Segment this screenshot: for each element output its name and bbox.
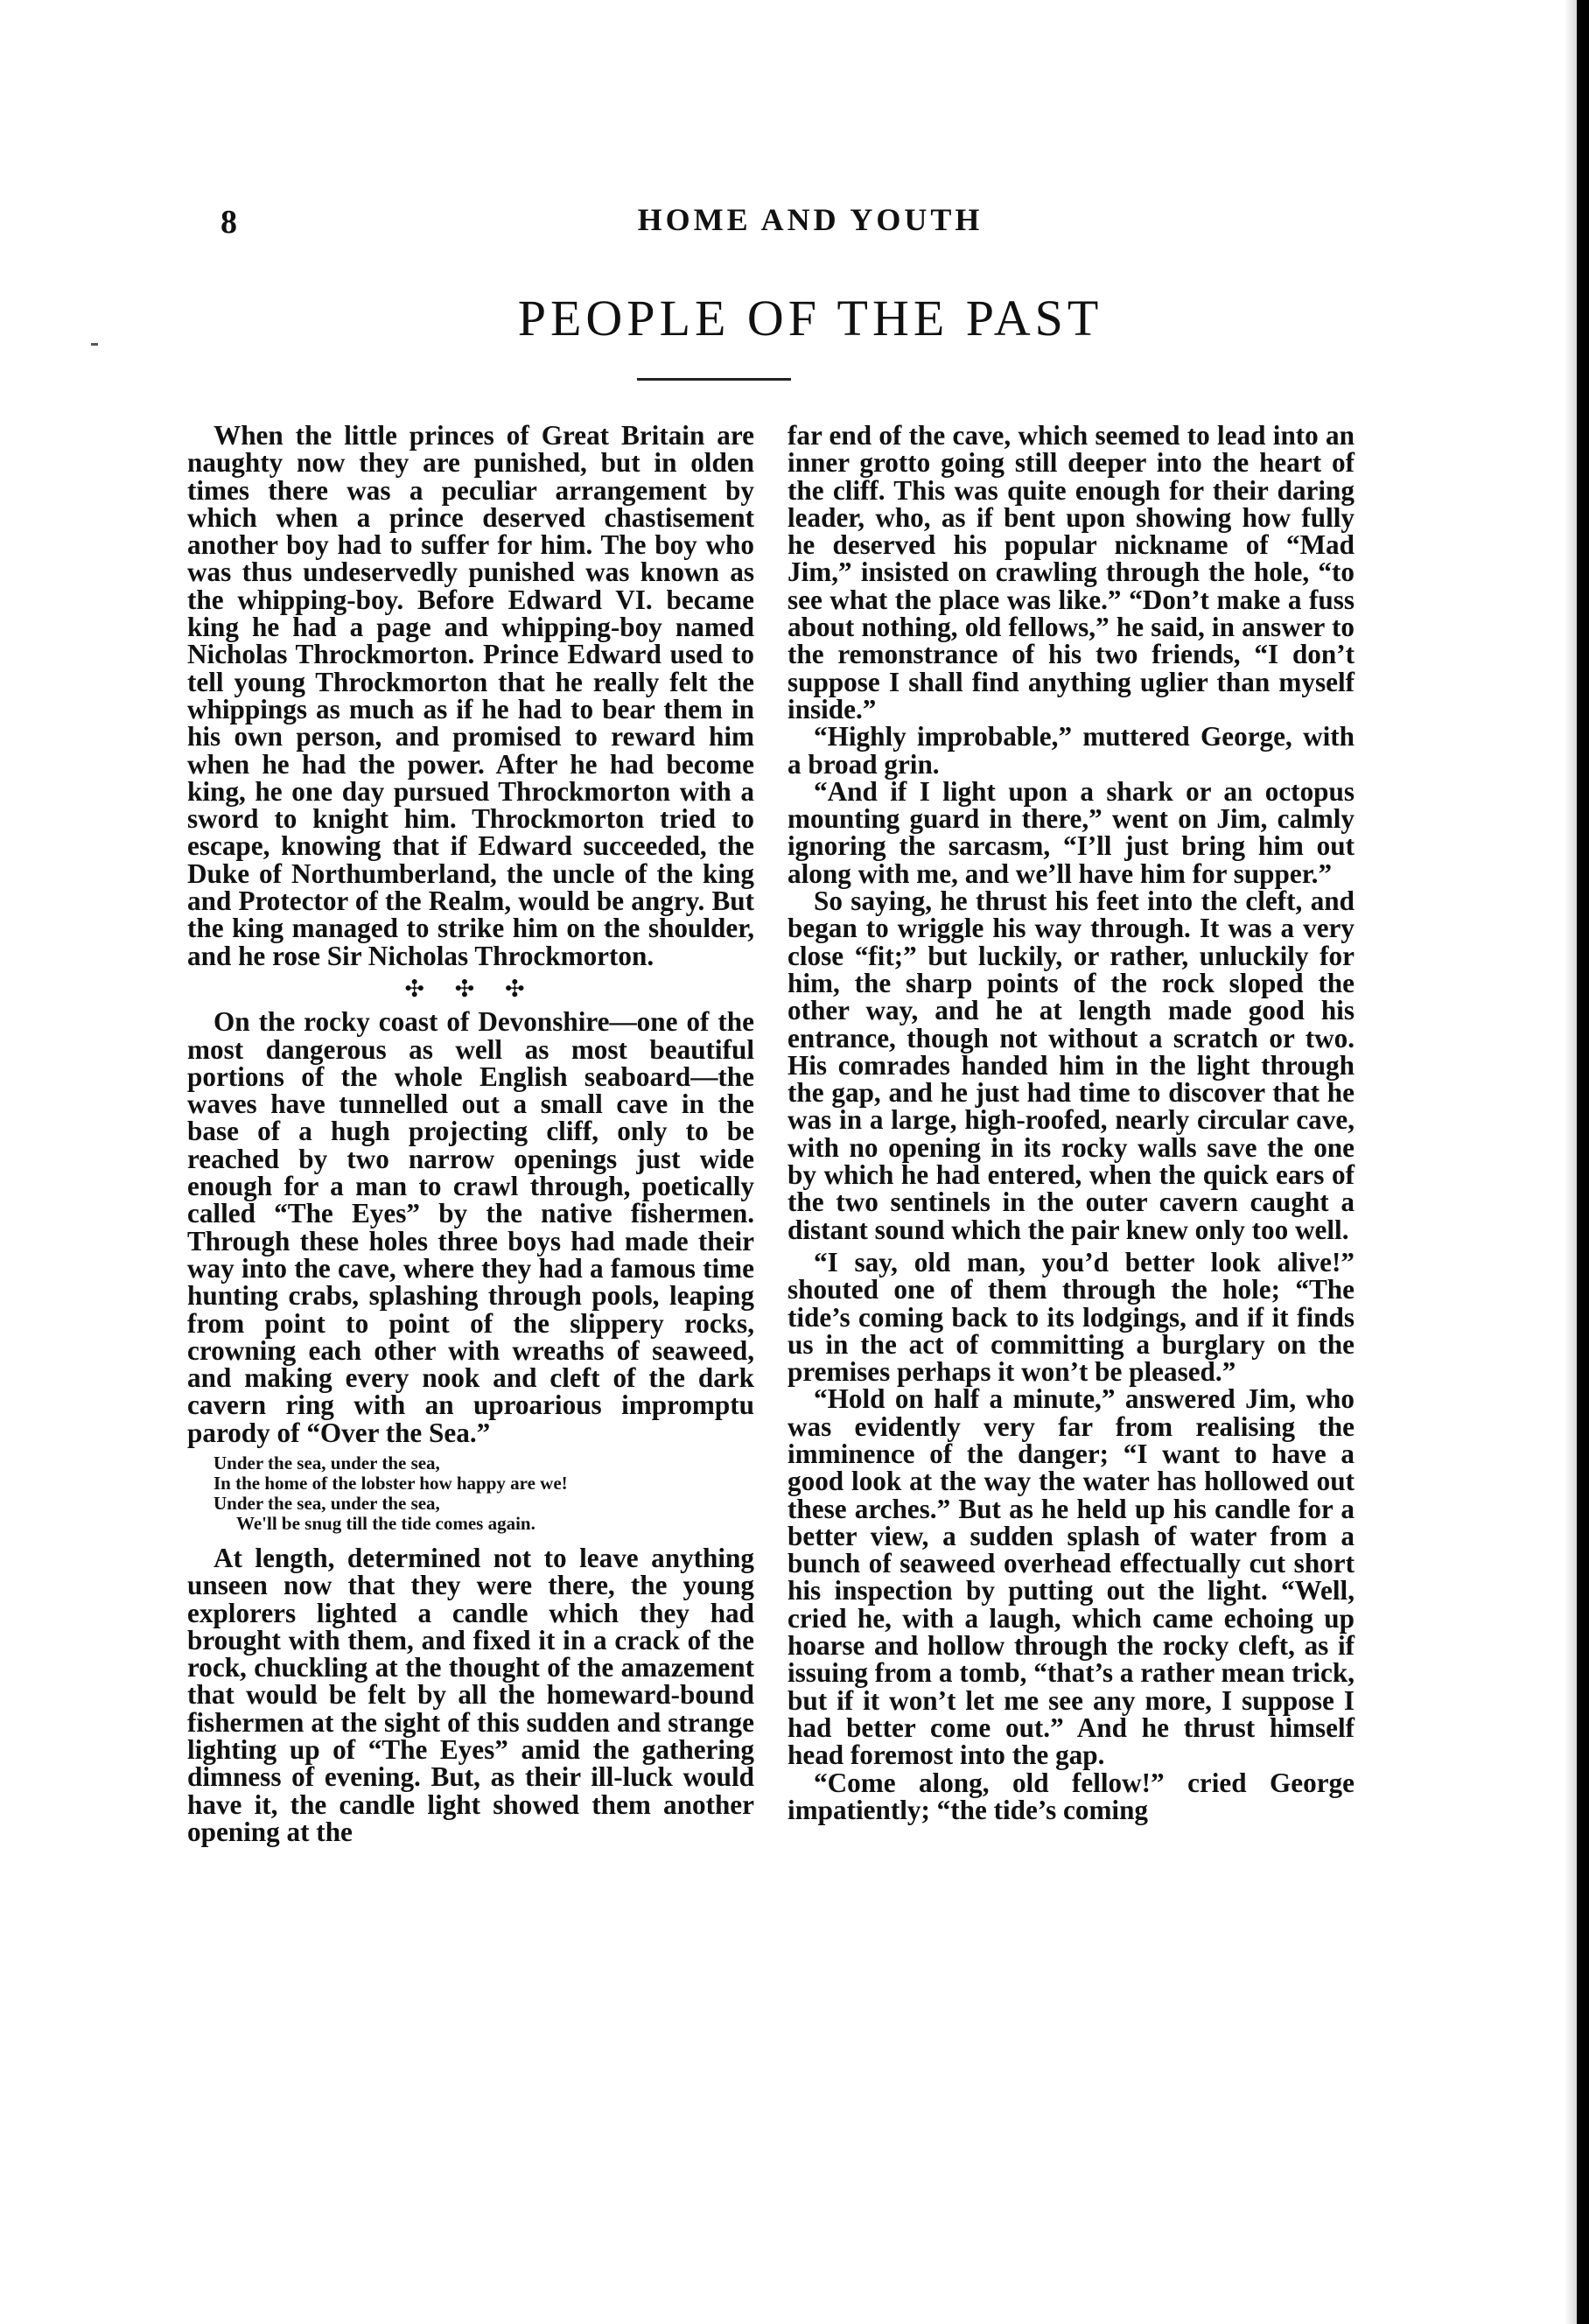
song-verse <box>187 1453 754 1534</box>
running-header: HOME AND YOUTH <box>637 202 984 237</box>
verse-line: Under the sea, under the sea, <box>214 1452 440 1474</box>
paragraph-inner-grotto: far end of the cave, which seemed to lead into an inner grotto going still deeper into the heart of the cliff. This was quite enough for their daring leader, who, as if bent upon showing how fully he deserved his popular nickname of “Mad Jim,” insisted on crawling through the hole, “to see what the place was like.” “Don’t make a fuss about nothing, old fellows,” he said, in answer to the remonstrance of his two friends, “I don’t suppose I shall find anything uglier than myself inside.” <box>788 420 1354 724</box>
paragraph-come-along: “Come along, old fellow!” cried George impatiently; “the tide’s coming <box>788 1767 1354 1825</box>
page-number: 8 <box>220 204 237 241</box>
paragraph-entrance: So saying, he thrust his feet into the cleft, and began to wriggle his way through. It was a very close “fit;” but luckily, or rather, unluckily for him, the sharp points of the rock sloped the other way, and he at length made good his entrance, though not without a scratch or two. His comrades handed him in the light through the gap, and he just had time to discover that he was in a large, high-roofed, nearly circular cave, with no opening in its rocky walls save the one by which he had entered, when the quick ears of the two sentinels in the outer cavern caught a distant sound which the pair knew only too well. <box>788 886 1354 1245</box>
paragraph-tide-warning: “I say, old man, you’d better look alive!” shouted one of them through the hole; “The tide’s coming back to its lodgings, and if it finds us in the act of committing a burglary on the premises perhaps it won’t be pleased.” <box>788 1246 1354 1388</box>
left-column <box>187 422 754 1845</box>
right-column <box>788 422 1354 1824</box>
section-ornament: ✣ ✣ ✣ <box>404 975 537 1002</box>
paragraph-candle-out: “Hold on half a minute,” answered Jim, who was evidently very far from realising the imminence of the danger; “I want to have a good look at the way the water has hollowed out these arches.” But as he held up his candle for a better view, a sudden splash of water from a bunch of seaweed overhead effectually cut short his inspection by putting out the light. “Well, cried he, with a laugh, which came echoing up hoarse and hollow through the rocky cleft, as if issuing from a tomb, “that’s a rather mean trick, but if it won’t let me see any more, I suppose I had better come out.” And he thrust himself head foremost into the gap. <box>788 1383 1354 1771</box>
verse-line: We'll be snug till the tide comes again. <box>236 1512 536 1534</box>
paragraph-george-reply: “Highly improbable,” muttered George, with a broad grin. <box>788 721 1354 780</box>
title-rule <box>637 378 791 381</box>
paragraph-whipping-boy: When the little princes of Great Britain are naughty now they are punished, but in olden times there was a peculiar arrangement by which when a prince deserved chastisement another boy had to suffer for him. The boy who was thus undeservedly punished was known as the whipping-boy. Before Edward VI. became king he had a page and whipping-boy named Nicholas Throckmorton. Prince Edward used to tell young Throckmorton that he really felt the whippings as much as if he had to bear them in his own person, and promised to reward him when he had the power. After he had become king, he one day pursued Throckmorton with a sword to knight him. Throckmorton tried to escape, knowing that if Edward succeeded, the Duke of Northumberland, the uncle of the king and Protector of the Realm, would be angry. But the king managed to strike him on the shoulder, and he rose Sir Nicholas Throckmorton. <box>187 420 754 971</box>
verse-line: In the home of the lobster how happy are we! <box>214 1472 568 1494</box>
paragraph-devonshire-cave: On the rocky coast of Devonshire—one of the most dangerous as well as most beautiful portions of the whole English seaboard—the waves have tunnelled out a small cave in the base of a hugh projecting cliff, only to be reached by two narrow openings just wide enough for a man to crawl through, poetically called “The Eyes” by the native fishermen. Through these holes three boys had made their way into the cave, where they had a famous time hunting crabs, splashing through pools, leaping from point to point of the slippery rocks, crowning each other with wreaths of seaweed, and making every nook and cleft of the dark cavern ring with an uproarious impromptu parody of “Over the Sea.” <box>187 1006 754 1448</box>
article-title: PEOPLE OF THE PAST <box>517 290 1103 346</box>
paragraph-candle: At length, determined not to leave anything unseen now that they were there, the young explorers lighted a candle which they had brought with them, and fixed it in a crack of the rock, chuckling at the thought of the amazement that would be felt by all the homeward-bound fishermen at the sight of this sudden and strange lighting up of “The Eyes” amid the gathering dimness of evening. But, as their ill-luck would have it, the candle light showed them another opening at the <box>187 1542 754 1847</box>
paragraph-shark: “And if I light upon a shark or an octopus mounting guard in there,” went on Jim, calmly ignoring the sarcasm, “I’ll just bring him out along with me, and we’ll have him for supper.” <box>788 775 1354 889</box>
verse-line: Under the sea, under the sea, <box>214 1492 440 1514</box>
